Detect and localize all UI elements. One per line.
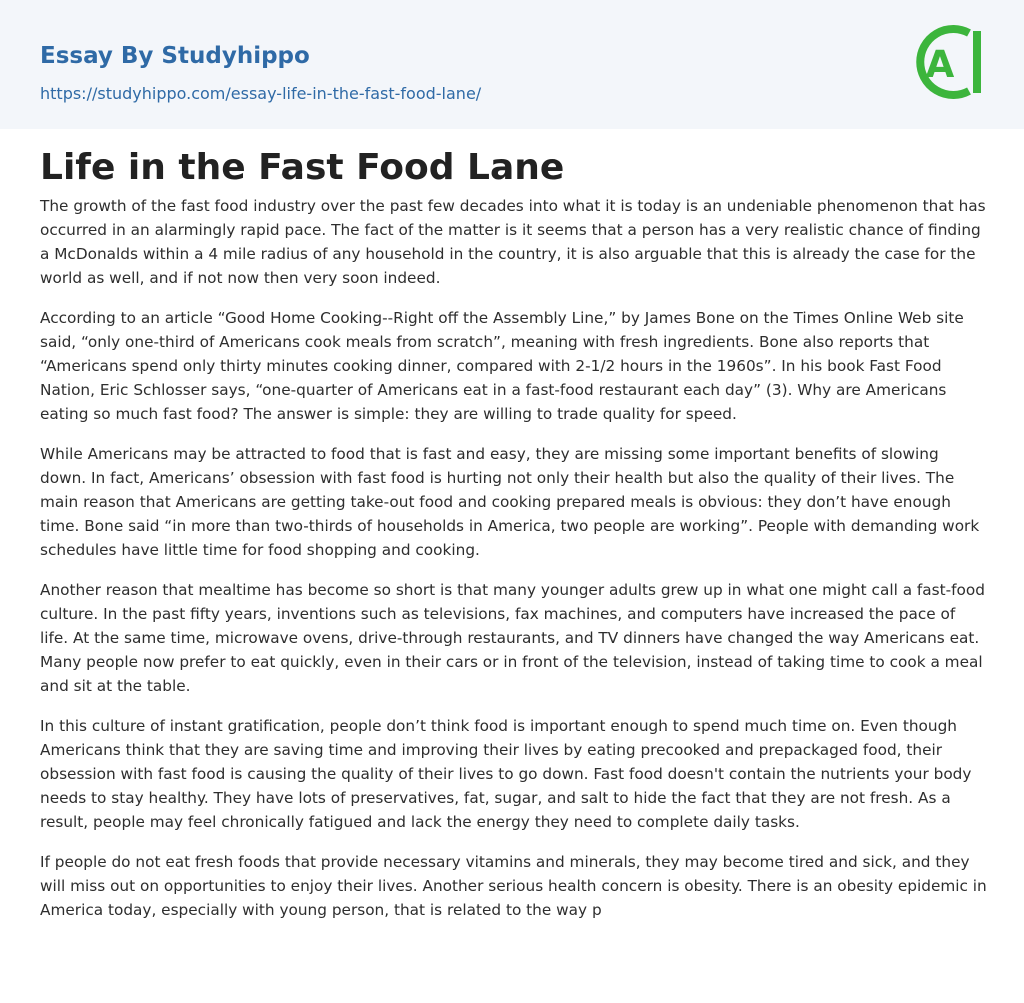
paragraph: While Americans may be attracted to food that is fast and easy, they are missing some important benefits of slowing down. In fact, Americans’ obsession with fast food is hurting not only their health but also the quality of their lives. The main reason that Americans are getting take-out food and cooking prepared meals is obvious: they don’t have enough time. Bone said “in more than two-thirds of households in America, two people are working”. People with demanding work schedules have little time for food shopping and cooking. [40,445,980,559]
article-body [40,194,988,938]
paragraph: In this culture of instant gratification, people don’t think food is important enough to spend much time on. Even though Americans think that they are saving time and improving their lives by eating precooked and prepackaged food, their obsession with fast food is causing the quality of their lives to go down. Fast food doesn't contain the nutrients your body needs to stay healthy. They have lots of preservatives, fat, sugar, and salt to hide the fact that they are not fresh. As a result, people may feel chronically fatigued and lack the energy they need to complete daily tasks. [40,717,972,831]
paragraph: The growth of the fast food industry over the past few decades into what it is today is an undeniable phenomenon that has occurred in an alarmingly rapid pace. The fact of the matter is it seems that a person has a very realistic chance of finding a McDonalds within a 4 mile radius of any household in the country, it is also arguable that this is already the case for the world as well, and if not now then very soon indeed. [40,197,986,287]
logo-letter: A [925,43,955,86]
brand-title[interactable]: Essay By Studyhippo [40,43,310,69]
paragraph: If people do not eat fresh foods that provide necessary vitamins and minerals, they may become tired and sick, and they will miss out on opportunities to enjoy their lives. Another serious health concern is obesity. There is an obesity epidemic in America today, especially with young person, that is related to the way p [40,853,987,919]
studyhippo-logo-icon[interactable] [912,19,986,105]
paragraph: Another reason that mealtime has become so short is that many younger adults grew up in what one might call a fast-food culture. In the past fifty years, inventions such as televisions, fax machines, and computers have increased the pace of life. At the same time, microwave ovens, drive-through restaurants, and TV dinners have changed the way Americans eat. Many people now prefer to eat quickly, even in their cars or in front of the television, instead of taking time to cook a meal and sit at the table. [40,581,985,695]
page-title: Life in the Fast Food Lane [40,147,565,188]
essay-url-link[interactable]: https://studyhippo.com/essay-life-in-the-fast-food-lane/ [40,84,482,103]
paragraph: According to an article “Good Home Cooking--Right off the Assembly Line,” by James Bone on the Times Online Web site said, “only one-third of Americans cook meals from scratch”, meaning with fresh ingredients. Bone also reports that “Americans spend only thirty minutes cooking dinner, compared with 2-1/2 hours in the 1960s”. In his book Fast Food Nation, Eric Schlosser says, “one-quarter of Americans eat in a fast-food restaurant each day” (3). Why are Americans eating so much fast food? The answer is simple: they are willing to trade quality for speed. [40,309,964,423]
